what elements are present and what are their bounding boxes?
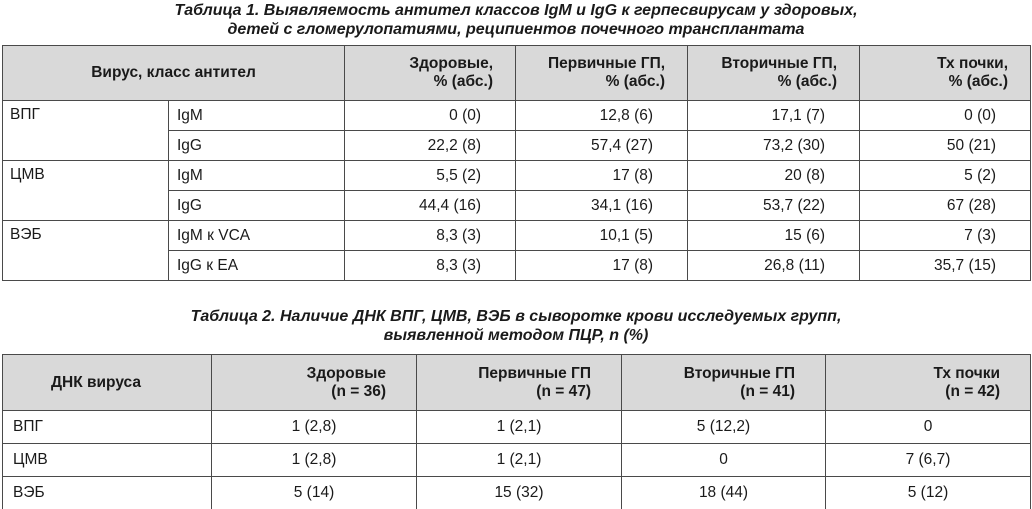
value-cell: 1 (2,1) [417, 411, 622, 444]
table1-header-secondary-gp [688, 46, 860, 101]
antibody-class-cell: IgM [169, 161, 345, 191]
table2-header-row [3, 355, 1031, 411]
value-cell: 57,4 (27) [516, 131, 688, 161]
value-cell: 50 (21) [860, 131, 1031, 161]
table2-caption [0, 307, 1032, 345]
value-cell: 34,1 (16) [516, 191, 688, 221]
header-line: (n = 36) [331, 382, 386, 400]
value-cell: 26,8 (11) [688, 251, 860, 281]
value-cell: 17,1 (7) [688, 101, 860, 131]
header-line: (n = 42) [945, 382, 1000, 400]
antibody-class-cell: IgG [169, 131, 345, 161]
header-line: Здоровые [306, 364, 386, 382]
value-cell: 1 (2,8) [212, 411, 417, 444]
table2-header-kidney-tx [826, 355, 1031, 411]
antibody-class-cell: IgM [169, 101, 345, 131]
dna-virus-cell: ЦМВ [3, 444, 212, 477]
value-cell: 0 (0) [860, 101, 1031, 131]
table1-header-row [3, 46, 1031, 101]
value-cell: 0 (0) [345, 101, 516, 131]
table1-header-kidney-tx [860, 46, 1031, 101]
value-cell: 0 [826, 411, 1031, 444]
value-cell: 8,3 (3) [345, 221, 516, 251]
virus-cell: ЦМВ [3, 161, 169, 221]
header-line: % (абс.) [433, 73, 494, 90]
dna-virus-cell: ВПГ [3, 411, 212, 444]
antibody-class-cell: IgM к VCA [169, 221, 345, 251]
virus-cell: ВЭБ [3, 221, 169, 281]
value-cell: 15 (32) [417, 477, 622, 509]
value-cell: 18 (44) [622, 477, 826, 509]
table-row [3, 477, 1031, 509]
table1 [2, 45, 1031, 281]
value-cell: 5,5 (2) [345, 161, 516, 191]
header-line: Вторичные ГП [683, 364, 795, 382]
table-row [3, 161, 1031, 191]
table2-header-secondary-gp [622, 355, 826, 411]
value-cell: 44,4 (16) [345, 191, 516, 221]
table2-header-healthy [212, 355, 417, 411]
header-line: % (абс.) [777, 73, 838, 90]
value-cell: 53,7 (22) [688, 191, 860, 221]
antibody-class-cell: IgG [169, 191, 345, 221]
value-cell: 35,7 (15) [860, 251, 1031, 281]
value-cell: 22,2 (8) [345, 131, 516, 161]
value-cell: 67 (28) [860, 191, 1031, 221]
value-cell: 10,1 (5) [516, 221, 688, 251]
table2-caption-line1: Таблица 2. Наличие ДНК ВПГ, ЦМВ, ВЭБ в сыворотке крови исследуемых групп, [190, 308, 842, 325]
table1-header-primary-gp [516, 46, 688, 101]
value-cell: 1 (2,1) [417, 444, 622, 477]
table1-header-virus-class: Вирус, класс антител [3, 46, 345, 101]
value-cell: 7 (3) [860, 221, 1031, 251]
table2-header-primary-gp [417, 355, 622, 411]
value-cell: 8,3 (3) [345, 251, 516, 281]
value-cell: 73,2 (30) [688, 131, 860, 161]
table-row [3, 221, 1031, 251]
antibody-class-cell: IgG к EA [169, 251, 345, 281]
value-cell: 7 (6,7) [826, 444, 1031, 477]
dna-virus-cell: ВЭБ [3, 477, 212, 509]
value-cell: 12,8 (6) [516, 101, 688, 131]
value-cell: 1 (2,8) [212, 444, 417, 477]
value-cell: 5 (12) [826, 477, 1031, 509]
header-line: Первичные ГП [478, 364, 591, 382]
value-cell: 5 (12,2) [622, 411, 826, 444]
table2-header-dna: ДНК вируса [3, 355, 212, 411]
table-row [3, 444, 1031, 477]
table-row [3, 411, 1031, 444]
header-line: Здоровые, [409, 55, 494, 72]
header-line: Первичные ГП, [547, 55, 666, 72]
table1-header-healthy [345, 46, 516, 101]
value-cell: 15 (6) [688, 221, 860, 251]
table-row [3, 101, 1031, 131]
table2 [2, 354, 1031, 509]
header-line: Вторичные ГП, [721, 55, 838, 72]
value-cell: 5 (2) [860, 161, 1031, 191]
value-cell: 0 [622, 444, 826, 477]
header-line: (n = 41) [740, 382, 795, 400]
table1-caption-line2: детей с гломерулопатиями, реципиентов почечного трансплантата [227, 21, 805, 38]
header-line: % (абс.) [605, 73, 666, 90]
value-cell: 5 (14) [212, 477, 417, 509]
header-line: Тх почки, [937, 55, 1009, 72]
value-cell: 17 (8) [516, 251, 688, 281]
table1-caption-line1: Таблица 1. Выявляемость антител классов IgM и IgG к герпесвирусам у здоровых, [174, 2, 858, 19]
header-line: % (абс.) [948, 73, 1009, 90]
header-line: (n = 47) [536, 382, 591, 400]
virus-cell: ВПГ [3, 101, 169, 161]
header-line: Тх почки [933, 364, 1000, 382]
table1-caption [0, 1, 1032, 39]
value-cell: 17 (8) [516, 161, 688, 191]
value-cell: 20 (8) [688, 161, 860, 191]
table2-caption-line2: выявленной методом ПЦР, n (%) [383, 327, 649, 344]
